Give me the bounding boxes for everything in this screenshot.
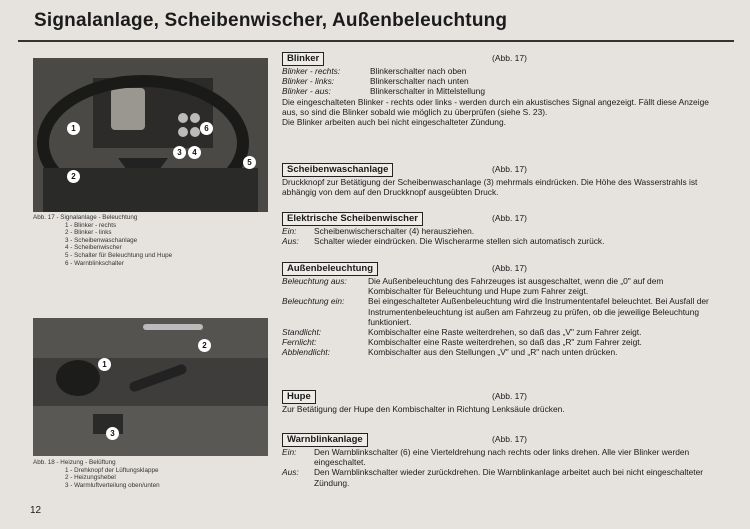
- row-key: Blinker - aus:: [282, 86, 331, 97]
- caption-line: 1 - Drehknopf der Lüftungsklappe: [65, 466, 159, 474]
- row-value: Scheibenwischerschalter (4) herausziehen.: [314, 226, 475, 236]
- row-value: Blinkerschalter in Mittelstellung: [370, 86, 485, 97]
- dashboard-illustration: [33, 58, 268, 212]
- callout-6: 6: [200, 122, 213, 135]
- figure-ref: (Abb. 17): [492, 213, 527, 223]
- row-value: Kombischalter eine Raste weiterdrehen, so daß das „R" zum Fahrer zeigt.: [368, 337, 642, 348]
- caption-line: 4 - Scheibenwischer: [65, 244, 122, 252]
- figure-ref: (Abb. 17): [492, 263, 527, 273]
- row-key: Beleuchtung ein:: [282, 296, 345, 307]
- figure-ref: (Abb. 17): [492, 391, 527, 401]
- section-heading: Hupe: [282, 390, 316, 404]
- figure-ref: (Abb. 17): [492, 434, 527, 444]
- caption-line: 2 - Blinker - links: [65, 229, 112, 237]
- row-value: Den Warnblinkschalter wieder zurückdrehen. Die Warnblinkanlage arbeitet auch bei nicht eingeschalteter Zündung.: [314, 467, 704, 488]
- callout-3: 3: [173, 146, 186, 159]
- paragraph: Zur Betätigung der Hupe den Kombischalter in Richtung Lenksäule drücken.: [282, 404, 565, 414]
- caption-abb17: [33, 214, 172, 267]
- callout-2: 2: [67, 170, 80, 183]
- row-key: Ein:: [282, 447, 297, 457]
- section-heading: Warnblinkanlage: [282, 433, 368, 447]
- caption-line: Abb. 17 - Signalanlage - Beleuchtung: [33, 214, 138, 221]
- paragraph: Die Blinker arbeiten auch bei nicht eingeschalteter Zündung.: [282, 117, 506, 128]
- figure-ref: (Abb. 17): [492, 164, 527, 174]
- paragraph: Die eingeschalteten Blinker - rechts oder links - werden durch ein akustisches Signal angezeigt. Fällt diese Anzeige aus, so sind die Blinker sobald wie möglich zu überprüfen (siehe S. 23).: [282, 96, 709, 117]
- paragraph: Druckknopf zur Betätigung der Scheibenwaschanlage (3) mehrmals eindrücken. Die Höhe des Wasserstrahls ist abhängig von dem auf den Druckknopf ausgeübten Druck.: [282, 177, 698, 198]
- row-key: Beleuchtung aus:: [282, 276, 347, 286]
- row-key: Aus:: [282, 467, 299, 478]
- dashboard-photo: [33, 58, 268, 212]
- figure-ref: (Abb. 17): [492, 53, 527, 63]
- row-value: Den Warnblinkschalter (6) eine Vierteldrehung nach rechts oder links drehen. Alle vier Blinker werden eingeschaltet.: [314, 447, 690, 468]
- caption-line: 5 - Schalter für Beleuchtung und Hupe: [65, 251, 173, 259]
- row-key: Ein:: [282, 226, 297, 236]
- row-value: Kombischalter aus den Stellungen „V" und „R" nach unten drücken.: [368, 347, 618, 358]
- row-value: Bei eingeschalteter Außenbeleuchtung wird die Instrumententafel beleuchtet. Bei Ausfall der Instrumentenbeleuchtung ist außen am Fahrzeug zu prüfen, ob die jeweilige Beleuchtung funktioniert.: [368, 296, 709, 327]
- section-heading: Außenbeleuchtung: [282, 262, 378, 276]
- page-number: 12: [30, 505, 42, 516]
- row-value: Schalter wieder eindrücken. Die Wischerarme stellen sich automatisch zurück.: [314, 236, 605, 247]
- row-key: Blinker - links:: [282, 76, 335, 87]
- caption-abb18: [33, 459, 160, 489]
- row-key: Fernlicht:: [282, 337, 317, 348]
- section-heading: Elektrische Scheibenwischer: [282, 212, 423, 226]
- caption-line: 6 - Warnblinkschalter: [65, 259, 124, 267]
- section-heading: Scheibenwaschanlage: [282, 163, 393, 177]
- callout-5: 5: [243, 156, 256, 169]
- row-value: Kombischalter eine Raste weiterdrehen, so daß das „V" zum Fahrer zeigt.: [368, 327, 642, 338]
- title-rule: [18, 40, 734, 42]
- row-key: Blinker - rechts:: [282, 66, 341, 76]
- caption-line: 3 - Warmluftverteilung oben/unten: [65, 481, 160, 489]
- row-value: Blinkerschalter nach oben: [370, 66, 467, 76]
- callout-4: 4: [188, 146, 201, 159]
- row-key: Standlicht:: [282, 327, 322, 338]
- callout-1: 1: [67, 122, 80, 135]
- section-warnblinkanlage: [282, 433, 712, 488]
- heating-illustration: [33, 318, 268, 456]
- caption-line: 3 - Scheibenwaschanlage: [65, 236, 138, 244]
- row-key: Abblendlicht:: [282, 347, 330, 358]
- caption-line: 1 - Blinker - rechts: [65, 221, 117, 229]
- section-scheibenwaschanlage: [282, 163, 712, 197]
- callout-1: 1: [98, 358, 111, 371]
- caption-line: Abb. 18 - Heizung - Belüftung: [33, 459, 116, 466]
- row-value: Blinkerschalter nach unten: [370, 76, 469, 87]
- section-hupe: [282, 390, 712, 414]
- row-value: Die Außenbeleuchtung des Fahrzeuges ist ausgeschaltet, wenn die „0" auf dem Kombischalter für Beleuchtung und Hupe zum Fahrer zeigt.: [368, 276, 664, 297]
- section-heading: Blinker: [282, 52, 324, 66]
- section-blinker: [282, 52, 712, 127]
- callout-3: 3: [106, 427, 119, 440]
- caption-line: 2 - Heizungshebel: [65, 474, 116, 482]
- heating-photo: [33, 318, 268, 456]
- row-key: Aus:: [282, 236, 299, 247]
- callout-2: 2: [198, 339, 211, 352]
- page-title: Signalanlage, Scheibenwischer, Außenbeleuchtung: [34, 10, 508, 31]
- section-scheibenwischer: [282, 212, 712, 246]
- section-aussenbeleuchtung: [282, 262, 712, 358]
